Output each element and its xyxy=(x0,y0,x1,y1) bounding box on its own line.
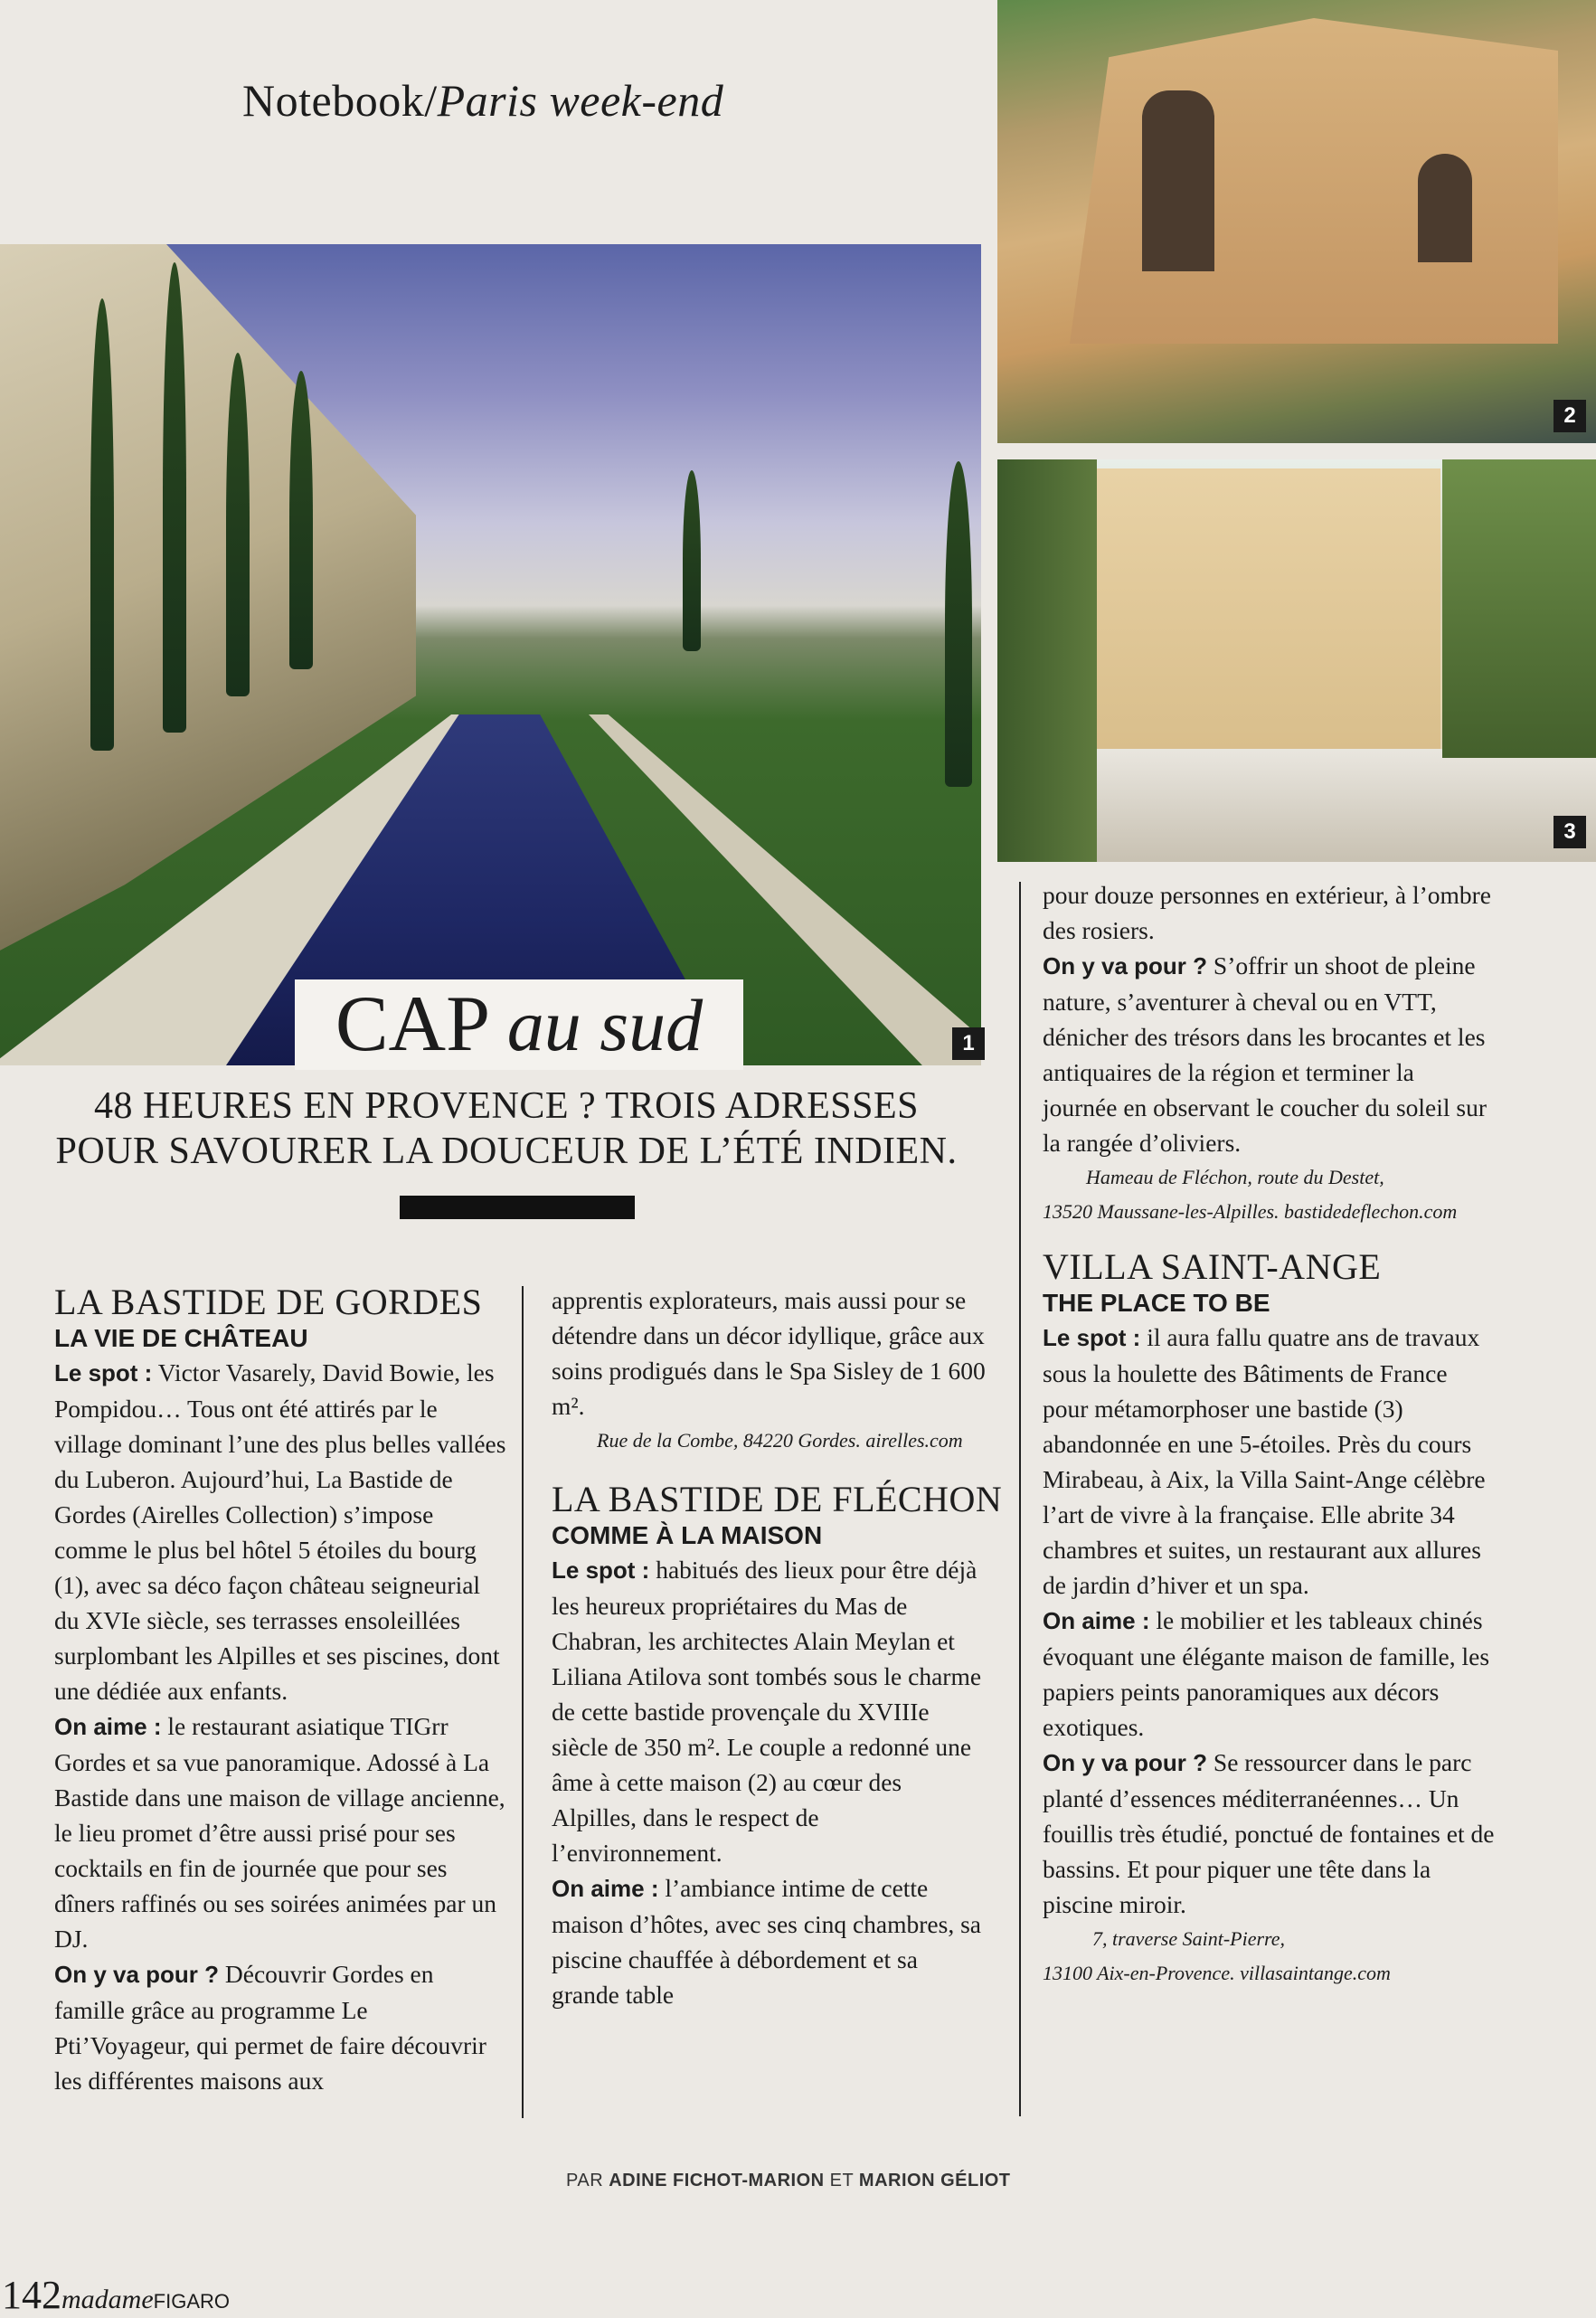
photo-number: 2 xyxy=(1554,400,1586,432)
subtitle-line-2: POUR SAVOURER LA DOUCEUR DE L’ÉTÉ INDIEN. xyxy=(55,1131,958,1172)
paragraph-text: S’offrir un shoot de pleine nature, s’aventurer à cheval ou en VTT, dénicher des trésors dans les brocantes et les antiquaires de la région et terminer la journée en observant le coucher du soleil sur la rangée d’oliviers. xyxy=(1043,951,1487,1157)
paragraph-lead: Le spot : xyxy=(552,1556,650,1584)
paragraph-text: habitués des lieux pour être déjà les heureux propriétaires du Mas de Chabran, les architectes Alain Meylan et Liliana Atilova sont tombés sous le charme de cette bastide provençale du XVIIIe siècle de 350 m². Le couple a redonné une âme à cette maison (2) au cœur des Alpilles, dans le respect de l’environnement. xyxy=(552,1556,982,1867)
article-subtitle xyxy=(36,1083,977,1174)
byline-par: PAR xyxy=(566,2171,604,2190)
cypress-tree xyxy=(226,353,250,696)
cypress-tree xyxy=(945,461,972,787)
paragraph xyxy=(1043,1603,1495,1745)
paragraph-text: Victor Vasarely, David Bowie, les Pompidou… Tous ont été attirés par le village dominant l’une des plus belles vallées du Luberon. Aujourd’hui, La Bastide de Gordes (Airelles Collection) s’impose comme le plus bel hôtel 5 étoiles du bourg (1), avec sa déco façon château seigneurial du XVIe siècle, ses terrasses ensoleillées surplombant les Alpilles et ses piscines, dont une dédiée aux enfants. xyxy=(54,1358,506,1705)
photo-bastide-flechon xyxy=(997,0,1596,443)
section-title: LA BASTIDE DE GORDES xyxy=(54,1282,483,1322)
arched-window xyxy=(1142,90,1214,271)
paragraph-lead: On y va pour ? xyxy=(1043,952,1208,979)
byline xyxy=(566,2171,1011,2191)
paragraph-lead: On aime : xyxy=(54,1713,162,1740)
column-divider xyxy=(1019,882,1021,2116)
villa-facade xyxy=(1097,468,1440,767)
column-flechon xyxy=(552,1282,1003,2012)
paragraph xyxy=(552,1552,986,1870)
paragraph-lead: On aime : xyxy=(552,1875,659,1902)
column-divider xyxy=(522,1286,524,2118)
author-name: MARION GÉLIOT xyxy=(858,2171,1011,2190)
paragraph-lead: Le spot : xyxy=(54,1359,153,1386)
paragraph-text: le restaurant asiatique TIGrr Gordes et sa vue panoramique. Adossé à La Bastide dans une maison de village ancienne, le lieu promet d’être aussi prisé pour ses cocktails en fin de journée que pour ses dîners raffinés ou ses soirées animées par un DJ. xyxy=(54,1712,505,1953)
paragraph-text: Découvrir Gordes en famille grâce au programme Le Pti’Voyageur, qui permet de faire découvrir les différentes maisons aux xyxy=(54,1960,486,2095)
paragraph xyxy=(54,1355,506,1708)
photo-number: 1 xyxy=(952,1027,985,1060)
paragraph-lead: On aime : xyxy=(1043,1607,1150,1634)
section-title: LA BASTIDE DE FLÉCHON xyxy=(552,1479,1003,1519)
paragraph-text: il aura fallu quatre ans de travaux sous la houlette des Bâtiments de France pour métamorphoser une bastide (3) abandonnée en une 5-étoiles. Près du cours Mirabeau, à Aix, la Villa Saint-Ange célèbre l’art de vivre à la française. Elle abrite 34 chambres et suites, un restaurant aux allures de jardin d’hiver et un spa. xyxy=(1043,1323,1486,1599)
section-label: Paris week-end xyxy=(437,75,724,126)
address: Hameau de Fléchon, route du Destet, xyxy=(1086,1166,1384,1188)
section-header xyxy=(242,74,723,127)
magazine-name-suffix: FIGARO xyxy=(153,2290,230,2313)
page-footer xyxy=(2,2272,230,2318)
ivy-wall xyxy=(997,459,1097,862)
article-title xyxy=(295,979,743,1070)
column-gordes xyxy=(54,1282,506,2098)
cypress-tree xyxy=(289,371,313,669)
paragraph xyxy=(1043,1320,1495,1603)
photo-bastide-gordes xyxy=(0,244,981,1065)
paragraph-continued: pour douze personnes en extérieur, à l’ombre des rosiers. xyxy=(1043,881,1491,944)
paragraph-lead: On y va pour ? xyxy=(1043,1749,1208,1776)
address: 7, traverse Saint-Pierre, xyxy=(1092,1927,1286,1950)
paragraph-text: l’ambiance intime de cette maison d’hôtes, avec ses cinq chambres, sa piscine chauffée à débordement et sa grande table xyxy=(552,1874,981,2009)
paragraph-lead: On y va pour ? xyxy=(54,1961,220,1988)
notebook-label: Notebook/ xyxy=(242,75,438,126)
paragraph xyxy=(1043,948,1495,1160)
section-subtitle: LA VIE DE CHÂTEAU xyxy=(54,1324,308,1352)
cypress-tree xyxy=(163,262,186,733)
paragraph xyxy=(552,1870,986,2012)
author-name: ADINE FICHOT-MARION xyxy=(609,2171,825,2190)
page-number: 142 xyxy=(2,2273,61,2317)
paragraph xyxy=(54,1956,506,2098)
magazine-name: madame xyxy=(61,2285,154,2314)
title-au-sud: au sud xyxy=(506,984,704,1066)
address: 13100 Aix-en-Provence. villasaintange.com xyxy=(1043,1962,1391,1984)
paragraph-text: le mobilier et les tableaux chinés évoquant une élégante maison de famille, les papiers peints panoramiques aux décors exotiques. xyxy=(1043,1606,1490,1741)
paragraph xyxy=(54,1708,506,1956)
cypress-tree xyxy=(90,298,114,751)
section-subtitle: COMME À LA MAISON xyxy=(552,1521,823,1549)
title-cap: CAP xyxy=(335,980,487,1068)
decorative-bar xyxy=(400,1196,635,1219)
section-title: VILLA SAINT-ANGE xyxy=(1043,1246,1382,1287)
address: 13520 Maussane-les-Alpilles. bastidedeflechon.com xyxy=(1043,1200,1458,1223)
address: Rue de la Combe, 84220 Gordes. airelles.com xyxy=(597,1429,963,1452)
paragraph-lead: Le spot : xyxy=(1043,1324,1141,1351)
paragraph-continued: apprentis explorateurs, mais aussi pour se détendre dans un décor idyllique, grâce aux soins prodigués dans le Spa Sisley de 1 600 m². xyxy=(552,1286,986,1420)
paragraph-text: Se ressourcer dans le parc planté d’essences méditerranéennes… Un fouillis très étudié, ponctué de fontaines et de bassins. Et pour piquer une tête dans la piscine miroir. xyxy=(1043,1748,1495,1918)
subtitle-line-1: 48 HEURES EN PROVENCE ? TROIS ADRESSES xyxy=(94,1085,919,1127)
arched-window xyxy=(1418,154,1472,262)
cypress-tree xyxy=(683,470,701,651)
photo-number: 3 xyxy=(1554,816,1586,848)
column-saint-ange xyxy=(1043,877,1495,1991)
garden-trees xyxy=(1442,459,1596,758)
byline-et: ET xyxy=(829,2171,854,2190)
paragraph xyxy=(1043,1745,1495,1922)
photo-villa-saint-ange xyxy=(997,459,1596,862)
section-subtitle: THE PLACE TO BE xyxy=(1043,1289,1270,1317)
